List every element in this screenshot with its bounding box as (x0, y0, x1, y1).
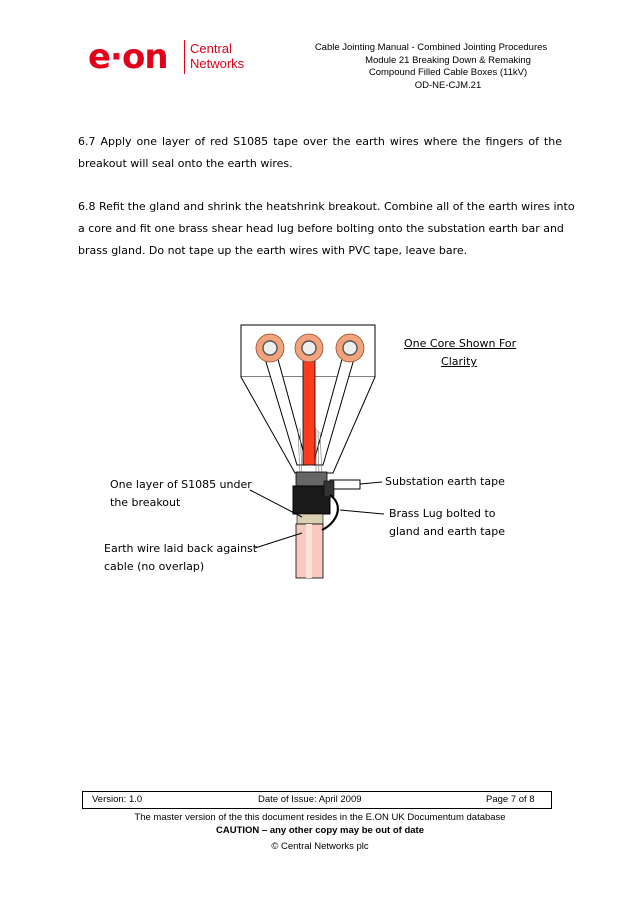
header-title-line3: Compound Filled Cable Boxes (11kV) (368, 67, 528, 78)
footer-caution: CAUTION – any other copy may be out of date (216, 825, 424, 836)
label-earth-tape: Substation earth tape (385, 475, 505, 488)
section-6-7-line1: 6.7 Apply one layer of red S1085 tape over the earth wires where the fingers of the (78, 135, 562, 148)
footer-copyright: © Central Networks plc (271, 841, 369, 852)
leader-lug (340, 510, 384, 514)
label-earth-wire-line2: cable (no overlap) (104, 560, 205, 573)
label-earth-wire (104, 540, 257, 576)
brass-lug (324, 481, 334, 497)
header-title-line4: OD-NE-CJM.21 (414, 79, 482, 91)
leader-earth-tape (360, 482, 382, 484)
logo-sub-line1: Central (190, 41, 232, 56)
label-s1085-line1: One layer of S1085 under (110, 478, 252, 491)
section-6-8-line3: brass gland. Do not tape up the earth wires with PVC tape, leave bare. (78, 244, 468, 257)
label-lug-line2: gland and earth tape (389, 525, 506, 538)
earth-wire-binding (297, 514, 323, 524)
diagram-note-line2: Clarity (441, 355, 477, 368)
footer-note: The master version of the this document resides in the E.ON UK Documentum database (134, 812, 506, 823)
label-lug-line1: Brass Lug bolted to (389, 507, 496, 520)
footer-page: Page 7 of 8 (486, 794, 535, 805)
lug-rings (256, 334, 364, 362)
centre-red-core (303, 352, 315, 465)
leader-earth-wire (255, 533, 302, 548)
footer-version: Version: 1.0 (92, 794, 143, 805)
breakout-base (296, 472, 327, 486)
section-6-8-line2: a core and fit one brass shear head lug before bolting onto the substation earth bar and (78, 222, 564, 235)
section-6-7-line2: breakout will seal onto the earth wires. (78, 157, 293, 170)
header-title-line2: Module 21 Breaking Down & Remaking (365, 54, 531, 66)
logo-sub-line2: Networks (190, 56, 245, 71)
eon-logo-wordmark: e·on (88, 37, 168, 77)
label-s1085 (110, 476, 252, 512)
section-6-8-line1: 6.8 Refit the gland and shrink the heatshrink breakout. Combine all of the earth wires into (78, 200, 575, 213)
label-brass-lug (389, 505, 505, 541)
label-earth-wire-line1: Earth wire laid back against (104, 542, 258, 555)
footer-date: Date of Issue: April 2009 (258, 794, 362, 805)
diagram-note-line1: One Core Shown For (404, 337, 517, 350)
header-title-line1: Cable Jointing Manual - Combined Jointing Procedures (314, 42, 548, 53)
label-s1085-line2: the breakout (110, 496, 181, 509)
diagram-note (404, 335, 517, 371)
substation-earth-tape (330, 480, 360, 489)
